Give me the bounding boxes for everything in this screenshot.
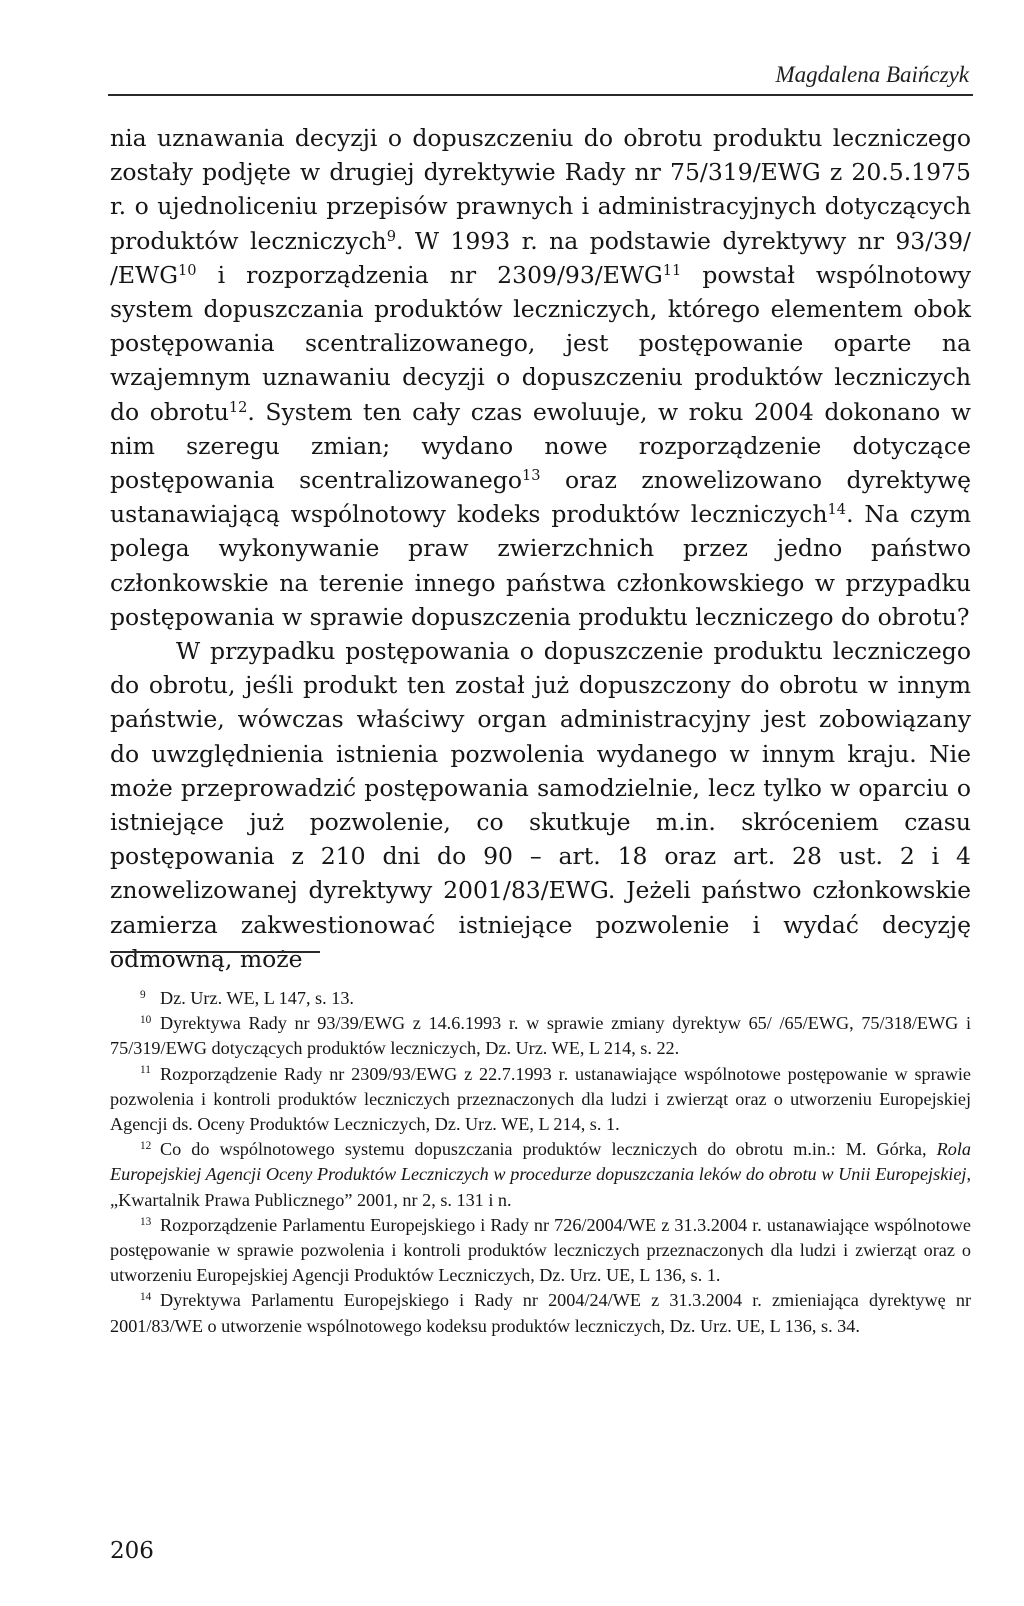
text-run: nia uznawania decyzji o dopuszczeniu do obrotu produktu leczniczego zostały podjęte w drugiej dyrektywie Rady nr 75/319/EWG z 20.5.1975 r. o ujednoliceniu przepisów prawnych i administracyjnych dotyczących produktów leczniczych bbox=[110, 124, 971, 255]
text-run: Dz. Urz. WE, L 147, s. 13. bbox=[160, 988, 354, 1008]
footnote-item: $^{13}$ Rozporządzenie Parlamentu Europejskiego i Rady nr 726/2004/WE z 31.3.2004 r. ustanawiające wspólnotowe postępowanie w sprawie pozwolenia i kontroli produktów leczniczych przeznaczonych dla ludzi i zwierząt oraz o utworzeniu Europejskiej Agencji Produktów Leczniczych, Dz. Urz. UE, L 136, s. 1. bbox=[110, 1214, 971, 1286]
footnote-reference[interactable]: 12 bbox=[228, 398, 248, 416]
text-run: Co do wspólnotowego systemu dopuszczania produktów leczniczych do obrotu m.in.: M. Górka, bbox=[160, 1139, 937, 1160]
text-run: , „Kwartalnik Prawa Publicznego” 2001, nr 2, s. 131 i n. bbox=[110, 1164, 971, 1210]
footnote-reference[interactable]: 11 bbox=[662, 261, 682, 279]
text-run: Dyrektywa Rady nr 93/39/EWG z 14.6.1993 r. w sprawie zmiany dyrektyw 65/ /65/EWG, 75/318/EWG i 75/319/EWG dotyczących produktów leczniczych, Dz. Urz. WE, L 214, s. 22. bbox=[110, 1013, 971, 1059]
italic-title: Rola Europejskiej Agencji Oceny Produktów Leczniczych w procedurze dopuszczania leków do obrotu w Unii Europejskiej bbox=[110, 1139, 971, 1185]
footnote-reference[interactable]: 9 bbox=[386, 227, 396, 245]
text-run: . Na czym polega wykonywanie praw zwierzchnich przez jedno państwo członkowskie na terenie innego państwa członkowskiego w przypadku postępowania w sprawie dopuszczenia produktu leczniczego do obrotu? bbox=[110, 500, 971, 631]
footnote-reference[interactable]: 10 bbox=[178, 261, 197, 279]
footnote-reference[interactable]: 14 bbox=[827, 501, 847, 519]
footnote-item: $^{14}$ Dyrektywa Parlamentu Europejskiego i Rady nr 2004/24/WE z 31.3.2004 r. zmieniająca dyrektywę nr 2001/83/WE o utworzenie wspólnotowego kodeksu produktów leczniczych, Dz. Urz. UE, L 136, s. 34. bbox=[110, 1290, 971, 1336]
footnote-item: $^{11}$ Rozporządzenie Rady nr 2309/93/EWG z 22.7.1993 r. ustanawiające wspólnotowe postępowanie w sprawie pozwolenia i kontroli produktów leczniczych przeznaczonych dla ludzi i zwierząt oraz o utworzeniu Europejskiej Agencji ds. Oceny Produktów Leczniczych, Dz. Urz. WE, L 214, s. 1. bbox=[110, 1063, 971, 1135]
text-run: oraz znowelizowano dyrektywę ustanawiającą wspólnotowy kodeks produktów leczniczych bbox=[110, 466, 971, 529]
text-run: W przypadku postępowania o dopuszczenie produktu leczniczego do obrotu, jeśli produkt ten został już dopuszczony do obrotu w innym państwie, wówczas właściwy organ administracyjny jest zobowiązany do uwzględnienia istnienia pozwolenia wydanego w innym kraju. Nie może przeprowadzić postępowania samodzielnie, lecz tylko w oparciu o istniejące już pozwolenie, co skutkuje m.in. skróceniem czasu postępowania z 210 dni do 90 – art. 18 oraz art. 28 ust. 2 i 4 znowelizowanej dyrektywy 2001/83/EWG. Jeżeli państwo członkowskie zamierza zakwestionować istniejące pozwolenie i wydać decyzję odmowną, może bbox=[110, 637, 971, 973]
text-run: i rozporządzenia nr 2309/93/EWG bbox=[196, 260, 663, 289]
footnote-reference[interactable]: 13 bbox=[521, 467, 541, 485]
running-head-author: Magdalena Baińczyk bbox=[775, 62, 969, 87]
footnote-item: $^{10}$ Dyrektywa Rady nr 93/39/EWG z 14.6.1993 r. w sprawie zmiany dyrektyw 65/ /65/EWG, 75/318/EWG i 75/319/EWG dotyczących produktów leczniczych, Dz. Urz. WE, L 214, s. 22. bbox=[110, 1013, 971, 1059]
text-run: powstał wspólnotowy system dopuszczania produktów leczniczych, którego elementem obok postępowania scentralizowanego, jest postępowanie oparte na wzajemnym uznawaniu decyzji o dopuszczeniu produktów leczniczych do obrotu bbox=[110, 260, 972, 426]
page-number: 206 bbox=[110, 1538, 154, 1564]
text-run: Dyrektywa Parlamentu Europejskiego i Rady nr 2004/24/WE z 31.3.2004 r. zmieniająca dyrektywę nr 2001/83/WE o utworzenie wspólnotowego kodeksu produktów leczniczych, Dz. Urz. UE, L 136, s. 34. bbox=[110, 1290, 971, 1336]
footnote-item: $^{12}$ Co do wspólnotowego systemu dopuszczania produktów leczniczych do obrotu m.in.: M. Górka, Rola Europejskiej Agencji Oceny Produktów Leczniczych w procedurze dopuszczania leków do obrotu w Unii Europejskiej, „Kwartalnik Prawa Publicznego” 2001, nr 2, s. 131 i n. bbox=[110, 1139, 971, 1210]
text-run: . W 1993 r. na podstawie dyrektywy nr 93/39/ /EWG bbox=[110, 226, 971, 289]
body-text bbox=[110, 121, 971, 976]
footnotes bbox=[110, 986, 971, 1339]
text-run: Rozporządzenie Parlamentu Europejskiego i Rady nr 726/2004/WE z 31.3.2004 r. ustanawiające wspólnotowe postępowanie w sprawie pozwolenia i kontroli produktów leczniczych przeznaczonych dla ludzi i zwierząt oraz o utworzeniu Europejskiej Agencji Produktów Leczniczych, Dz. Urz. UE, L 136, s. 1. bbox=[110, 1214, 971, 1286]
text-run: . System ten cały czas ewoluuje, w roku 2004 dokonano w nim szeregu zmian; wydano nowe rozporządzenie dotyczące postępowania scentralizowanego bbox=[110, 397, 971, 495]
footnote-separator bbox=[110, 951, 320, 953]
text-run: Rozporządzenie Rady nr 2309/93/EWG z 22.7.1993 r. ustanawiające wspólnotowe postępowanie w sprawie pozwolenia i kontroli produktów leczniczych przeznaczonych dla ludzi i zwierząt oraz o utworzeniu Europejskiej Agencji ds. Oceny Produktów Leczniczych, Dz. Urz. WE, L 214, s. 1. bbox=[110, 1063, 971, 1135]
body-paragraph bbox=[110, 634, 971, 976]
footnote-item: $^9$ Dz. Urz. WE, L 147, s. 13. bbox=[140, 988, 354, 1008]
header-rule bbox=[108, 94, 973, 96]
body-paragraph bbox=[110, 121, 971, 634]
